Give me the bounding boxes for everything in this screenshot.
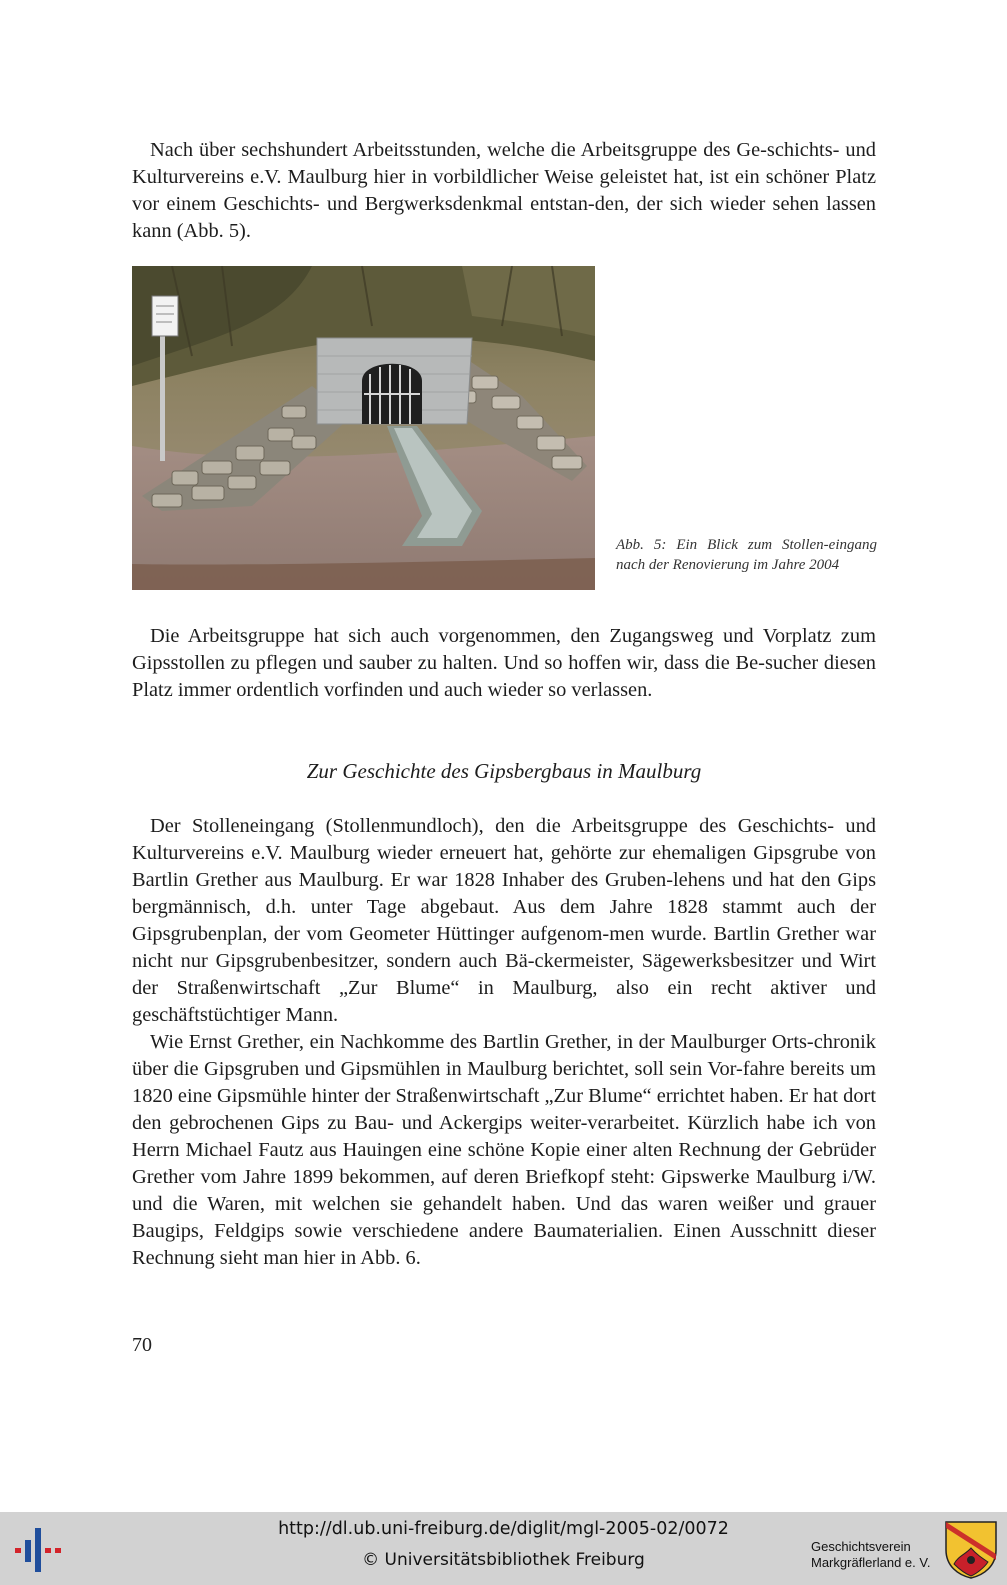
paragraph-after-figure xyxy=(132,623,876,704)
footer-url-link[interactable]: http://dl.ub.uni-freiburg.de/diglit/mgl-2005-02/0072 xyxy=(278,1519,729,1539)
society-name-line-1: Geschichtsverein xyxy=(811,1539,911,1554)
society-name xyxy=(811,1539,941,1571)
intro-paragraph xyxy=(132,137,876,245)
paragraph-after-figure-text: Die Arbeitsgruppe hat sich auch vorgenommen, den Zugangsweg und Vorplatz zum Gipsstollen zu pflegen und sauber zu halten. Und so hoffen wir, dass die Be-sucher diesen Platz immer ordentlich vorfinden und auch wieder so verlassen. xyxy=(132,625,876,701)
footer-copyright: © Universitätsbibliothek Freiburg xyxy=(362,1550,645,1570)
figure-caption: Abb. 5: Ein Blick zum Stollen-eingang nach der Renovierung im Jahre 2004 xyxy=(616,537,877,573)
tunnel-entrance-photo xyxy=(132,266,595,590)
section-body xyxy=(132,813,876,1272)
footer-bar xyxy=(0,1512,1007,1585)
page-number: 70 xyxy=(132,1334,152,1356)
section-paragraph-1: Der Stolleneingang (Stollenmundloch), den die Arbeitsgruppe des Geschichts- und Kulturvereins e.V. Maulburg wieder erneuert hat, gehörte zur ehemaligen Gipsgrube von Bartlin Grether aus Maulburg. Er war 1828 Inhaber des Gruben-lehens und hat den Gips bergmännisch, d.h. unter Tage abgebaut. Aus dem Jahre 1828 stammt auch der Gipsgrubenplan, der vom Geometer Hüttinger aufgenom-men wurde. Bartlin Grether war nicht nur Gipsgrubenbesitzer, sondern auch Bä-ckermeister, Sägewerksbesitzer und Wirt der Straßenwirtschaft „Zur Blume“ in Maulburg, also ein recht aktiver und geschäftstüchtiger Mann. xyxy=(132,815,876,1026)
section-paragraph-2: Wie Ernst Grether, ein Nachkomme des Bartlin Grether, in der Maulburger Orts-chronik über die Gipsgruben und Gipsmühlen in Maulburg berichtet, soll sein Vor-fahre bereits um 1820 eine Gipsmühle hinter der Straßenwirtschaft „Zur Blume“ errichtet haben. Er hat dort den gebrochenen Gips zu Bau- und Ackergips weiter-verarbeitet. Kürzlich habe ich von Herrn Michael Fautz aus Hauingen eine schöne Kopie einer alten Rechnung der Gebrüder Grether vom Jahre 1899 bekommen, auf deren Briefkopf steht: Gipswerke Maulburg i/W. und die Waren, mit welchen sie gehandelt haben. Und das waren weißer und grauer Baugips, Feldgips sowie verschiedene andere Baumaterialien. Einen Ausschnitt dieser Rechnung sieht man hier in Abb. 6. xyxy=(132,1031,876,1269)
coat-of-arms-icon xyxy=(944,1520,998,1580)
intro-paragraph-text: Nach über sechshundert Arbeitsstunden, welche die Arbeitsgruppe des Ge-schichts- und Kulturvereins e.V. Maulburg hier in vorbildlicher Weise geleistet hat, ist ein schöner Platz vor einem Geschichts- und Bergwerksdenkmal entstan-den, der sich wieder sehen lassen kann (Abb. 5). xyxy=(132,139,876,242)
section-heading: Zur Geschichte des Gipsbergbaus in Maulburg xyxy=(306,759,702,783)
society-name-line-2: Markgräflerland e. V. xyxy=(811,1555,931,1570)
